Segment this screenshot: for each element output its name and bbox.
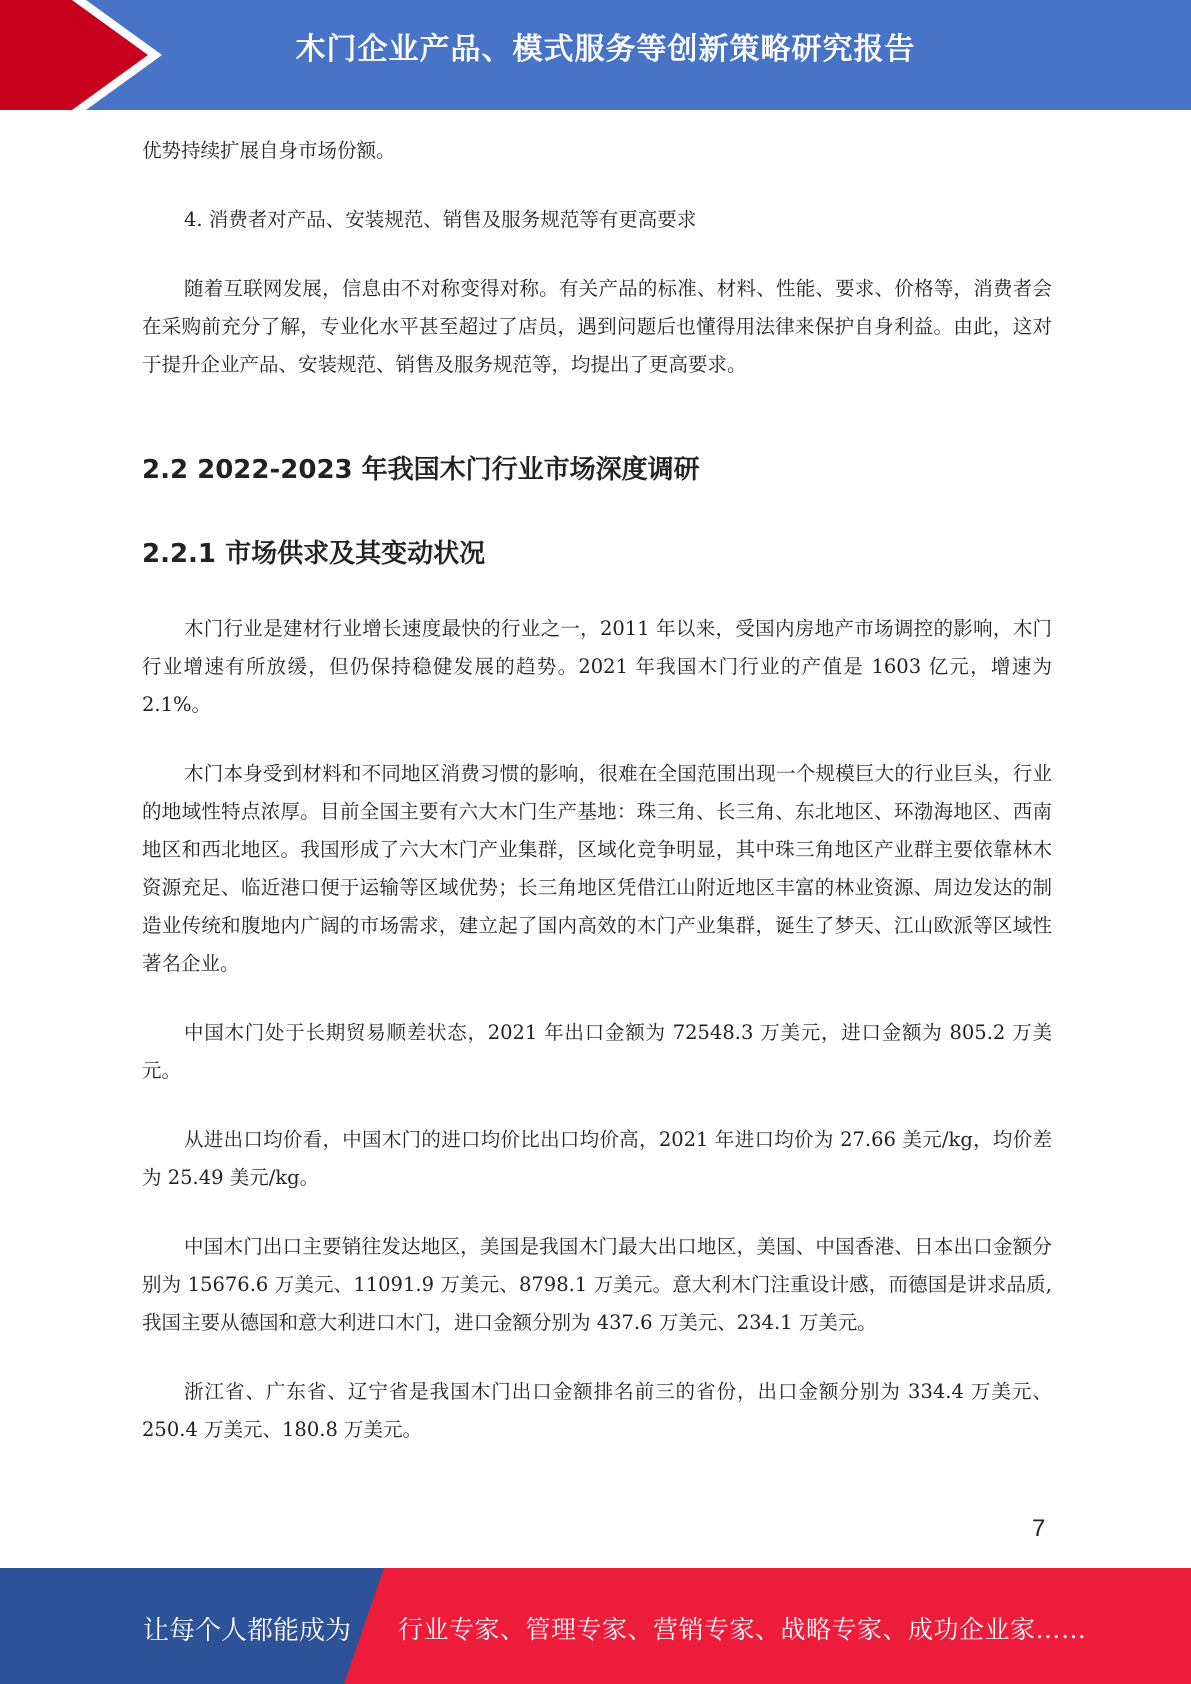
footer-slogan-right: 行业专家、管理专家、营销专家、战略专家、成功企业家…… (398, 1615, 1087, 1644)
paragraph-average-price: 从进出口均价看，中国木门的进口均价比出口均价高，2021 年进口均价为 27.66 美元/kg，均价差为 25.49 美元/kg。 (142, 1128, 1052, 1189)
paragraph-continued: 优势持续扩展自身市场份额。 (142, 139, 396, 162)
document-body (142, 132, 1052, 1449)
section-heading-2-2-1: 2.2.1 市场供求及其变动状况 (142, 539, 486, 569)
paragraph-industry-growth: 木门行业是建材行业增长速度最快的行业之一，2011 年以来，受国内房地产市场调控的影响，木门行业增速有所放缓，但仍保持稳健发展的趋势。2021 年我国木门行业的产值是 1603 亿元，增速为 2.1%。 (142, 617, 1052, 716)
page-header (0, 0, 1191, 110)
paragraph-internet: 随着互联网发展，信息由不对称变得对称。有关产品的标准、材料、性能、要求、价格等，消费者会在采购前充分了解，专业化水平甚至超过了店员，遇到问题后也懂得用法律来保护自身利益。由此，这对于提升企业产品、安装规范、销售及服务规范等，均提出了更高要求。 (142, 277, 1052, 376)
page-number: 7 (1032, 1515, 1046, 1542)
report-title: 木门企业产品、模式服务等创新策略研究报告 (295, 32, 916, 67)
paragraph-top-provinces: 浙江省、广东省、辽宁省是我国木门出口金额排名前三的省份，出口金额分别为 334.4 万美元、250.4 万美元、180.8 万美元。 (142, 1380, 1052, 1441)
paragraph-trade-surplus: 中国木门处于长期贸易顺差状态，2021 年出口金额为 72548.3 万美元，进口金额为 805.2 万美元。 (142, 1021, 1052, 1082)
footer-slogan-left: 让每个人都能成为 (143, 1616, 352, 1646)
paragraph-production-bases: 木门本身受到材料和不同地区消费习惯的影响，很难在全国范围出现一个规模巨大的行业巨头，行业的地域性特点浓厚。目前全国主要有六大木门生产基地：珠三角、长三角、东北地区、环渤海地区、西南地区和西北地区。我国形成了六大木门产业集群，区域化竞争明显，其中珠三角地区产业群主要依靠林木资源充足、临近港口便于运输等区域优势；长三角地区凭借江山附近地区丰富的林业资源、周边发达的制造业传统和腹地内广阔的市场需求，建立起了国内高效的木门产业集群，诞生了梦天、江山欧派等区域性著名企业。 (142, 762, 1052, 975)
list-item-4: 4. 消费者对产品、安装规范、销售及服务规范等有更高要求 (184, 208, 697, 231)
paragraph-export-destinations: 中国木门出口主要销往发达地区，美国是我国木门最大出口地区，美国、中国香港、日本出口金额分别为 15676.6 万美元、11091.9 万美元、8798.1 万美元。意大利木门注重设计感，而德国是讲求品质,我国主要从德国和意大利进口木门，进口金额分别为 437.6 万美元、234.1 万美元。 (142, 1235, 1052, 1334)
section-heading-2-2: 2.2 2022-2023 年我国木门行业市场深度调研 (142, 455, 700, 485)
